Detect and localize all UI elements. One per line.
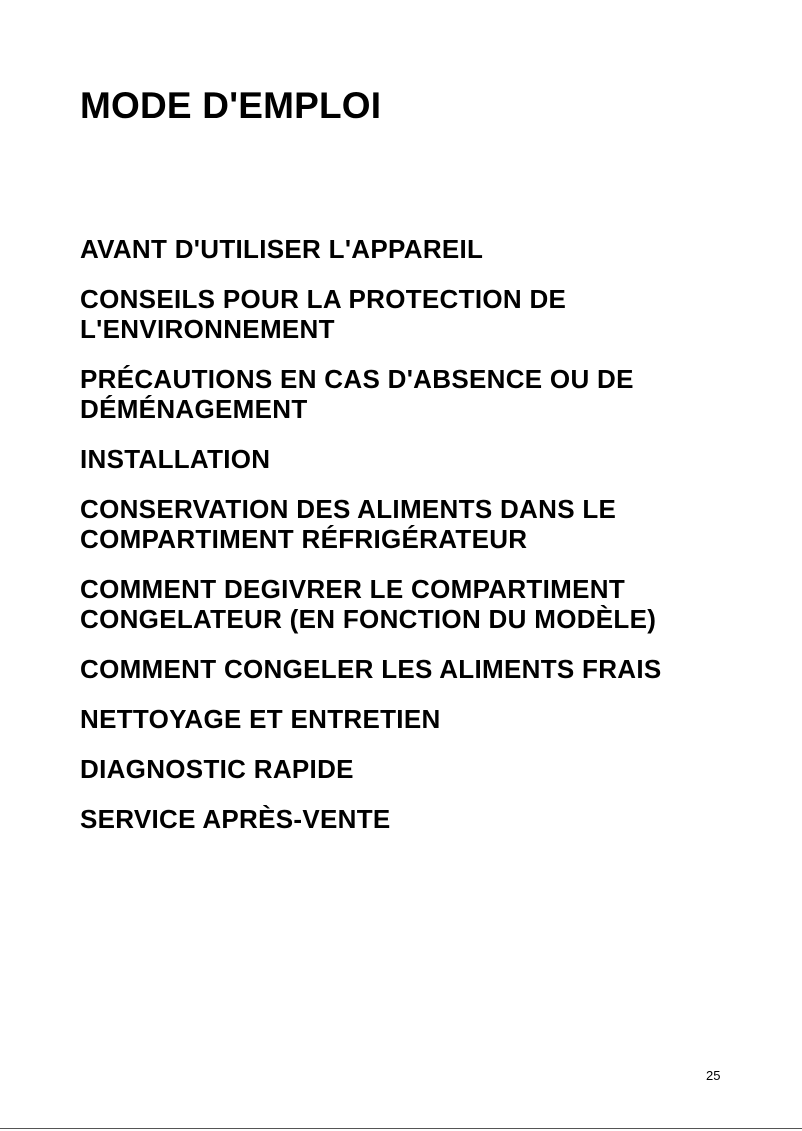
toc-item-precautions-absence: PRÉCAUTIONS EN CAS D'ABSENCE OU DE DÉMÉNAGEMENT [80, 364, 634, 424]
toc-item-service-apres-vente: SERVICE APRÈS-VENTE [80, 804, 391, 834]
bottom-divider [0, 1128, 802, 1129]
toc-item-installation: INSTALLATION [80, 444, 271, 474]
toc-item-congeler-aliments: COMMENT CONGELER LES ALIMENTS FRAIS [80, 654, 662, 684]
toc-item-diagnostic-rapide: DIAGNOSTIC RAPIDE [80, 754, 354, 784]
toc-item-degivrer-congelateur: COMMENT DEGIVRER LE COMPARTIMENT CONGELATEUR (EN FONCTION DU MODÈLE) [80, 574, 657, 634]
table-of-contents [80, 234, 740, 854]
toc-item-avant-utiliser: AVANT D'UTILISER L'APPAREIL [80, 234, 484, 264]
page-title: MODE D'EMPLOI [80, 85, 382, 126]
toc-item-conseils-environnement: CONSEILS POUR LA PROTECTION DE L'ENVIRONNEMENT [80, 284, 567, 344]
page-number: 25 [706, 1068, 721, 1083]
toc-item-nettoyage-entretien: NETTOYAGE ET ENTRETIEN [80, 704, 441, 734]
toc-item-conservation-aliments: CONSERVATION DES ALIMENTS DANS LE COMPARTIMENT RÉFRIGÉRATEUR [80, 494, 617, 554]
